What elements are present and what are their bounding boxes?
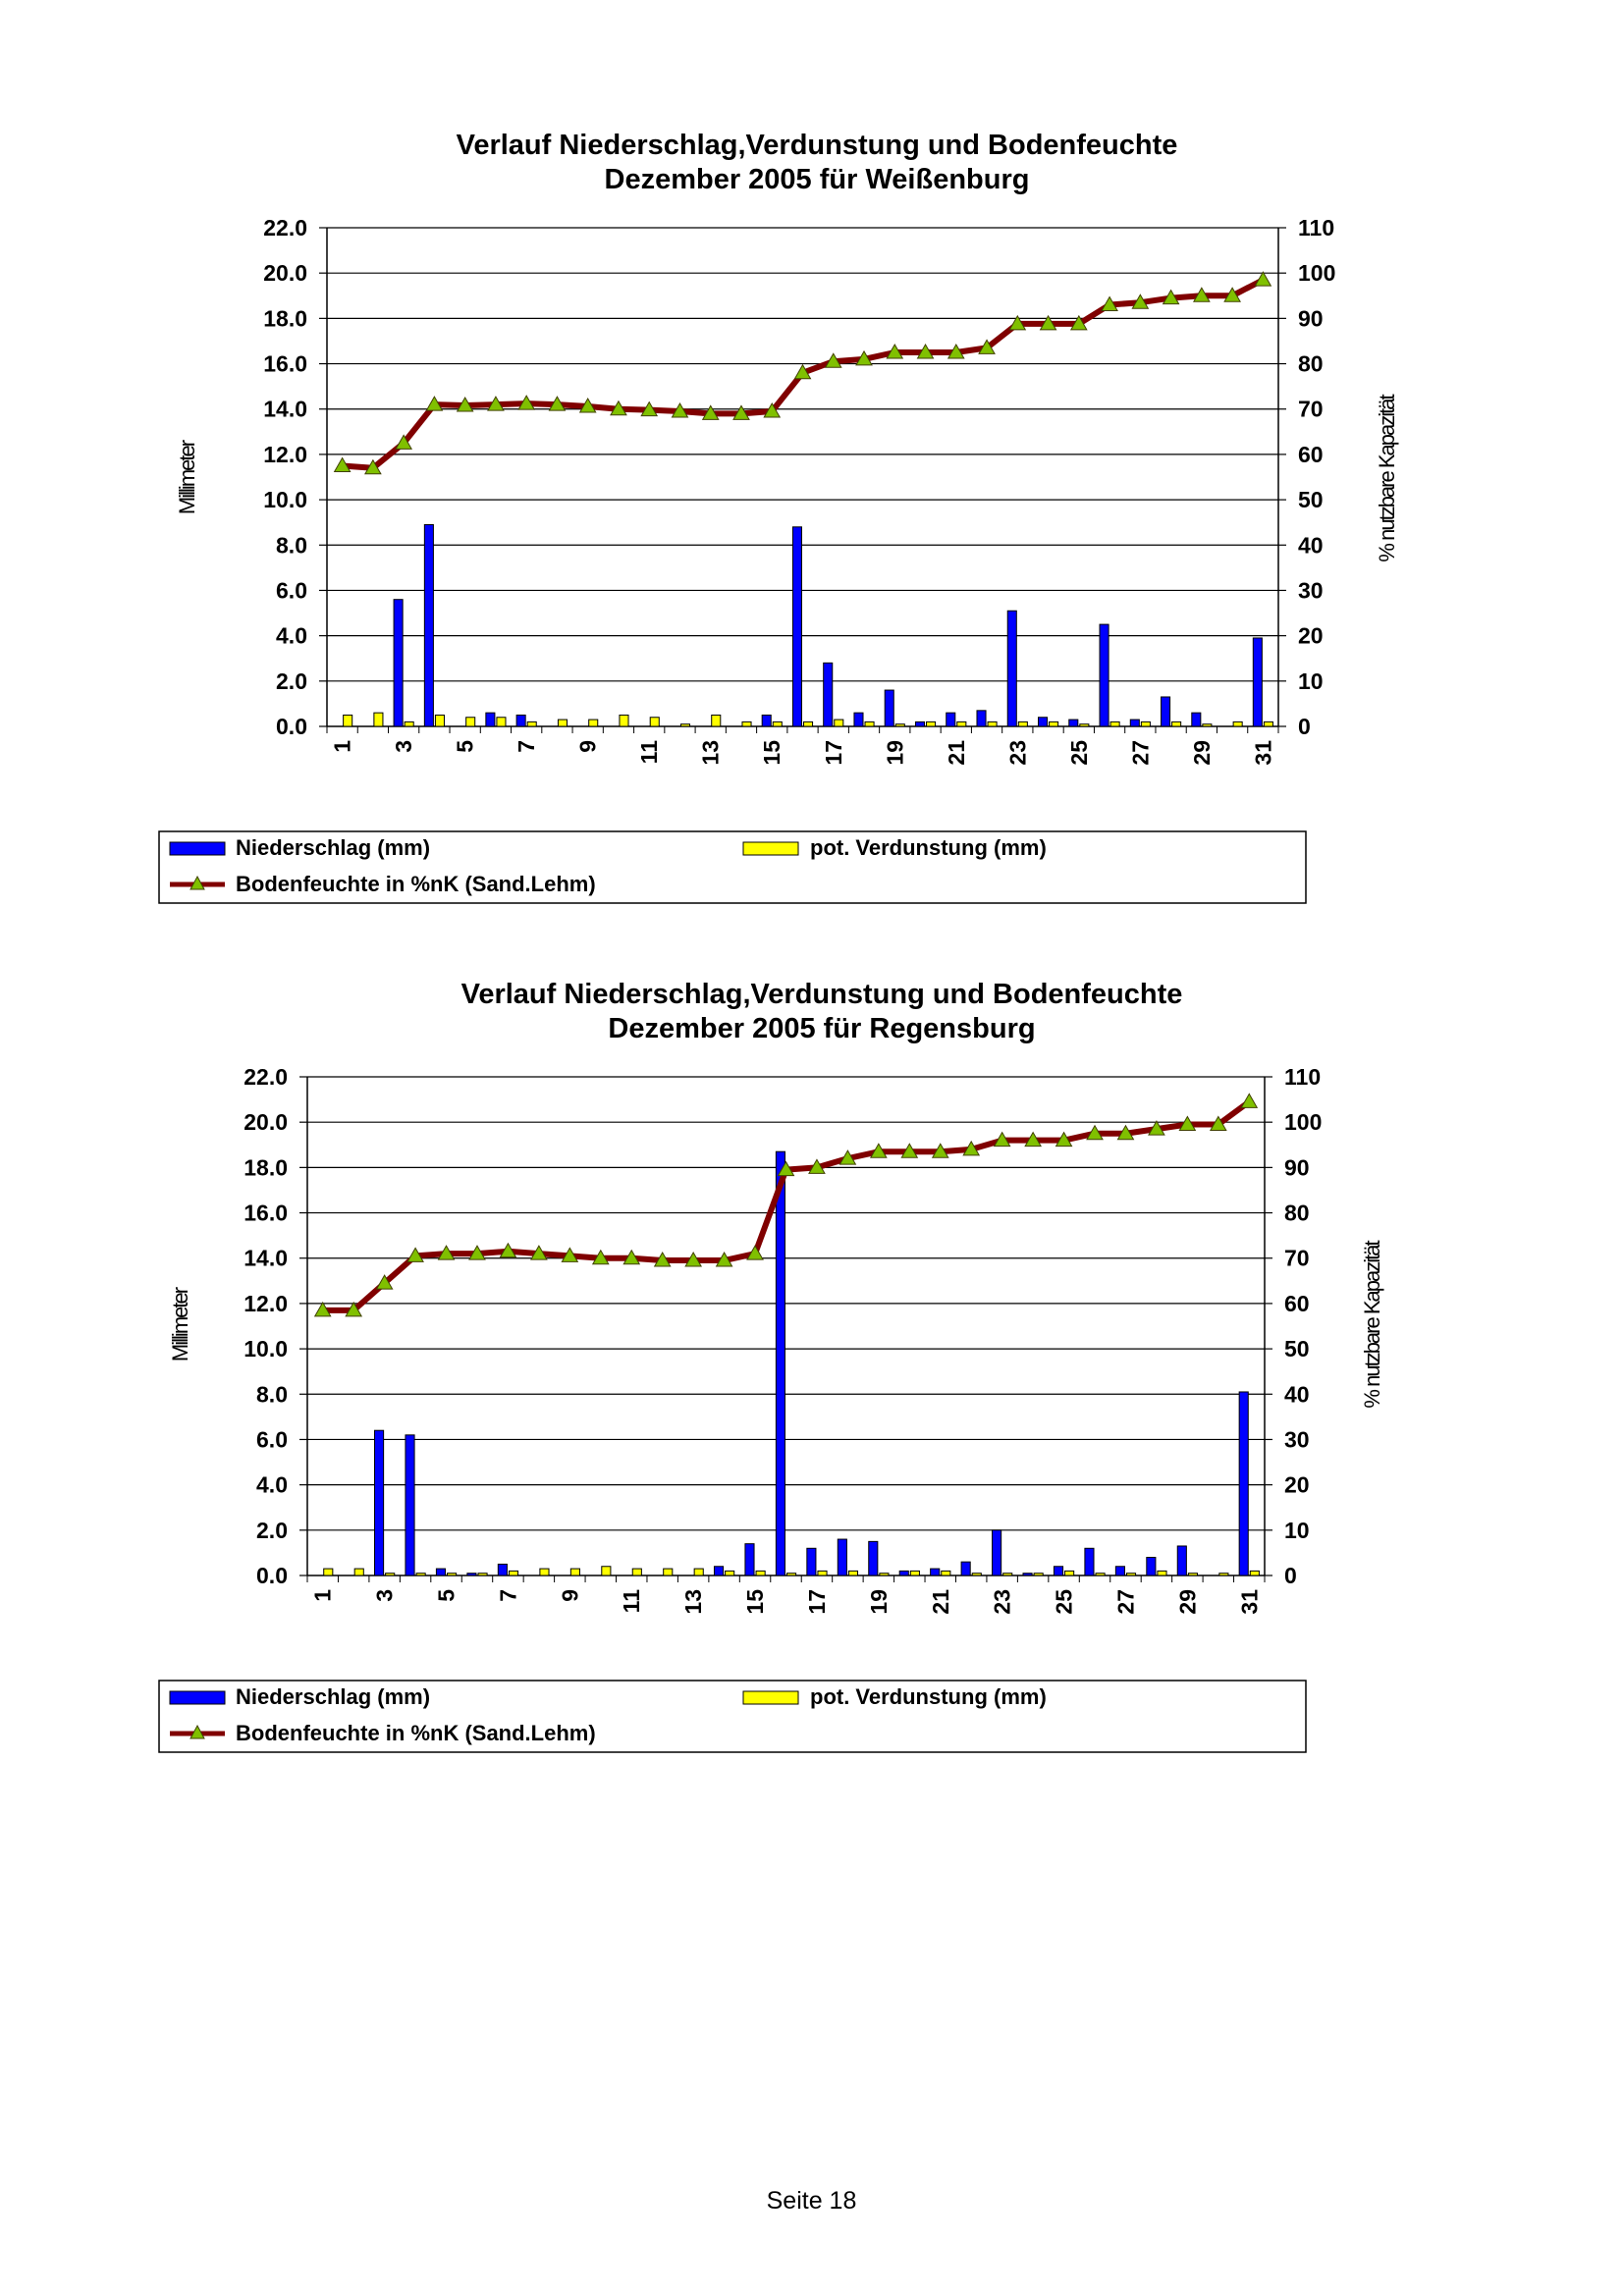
y2-tick-label: 50 xyxy=(1298,487,1324,513)
x-tick-label: 21 xyxy=(943,740,969,766)
y-axis-label: Millimeter xyxy=(168,1288,192,1362)
evap-bar xyxy=(972,1574,981,1575)
y2-tick-label: 100 xyxy=(1298,260,1336,287)
evap-bar xyxy=(848,1571,857,1575)
evap-bar xyxy=(344,715,352,726)
evap-bar xyxy=(1096,1574,1105,1575)
y2-tick-label: 20 xyxy=(1284,1471,1310,1498)
page-footer: Seite 18 xyxy=(766,2187,857,2215)
evap-bar xyxy=(804,721,813,726)
evap-bar xyxy=(835,720,843,726)
precip-bar xyxy=(1130,720,1139,726)
evap-bar xyxy=(354,1569,363,1575)
y-tick-label: 18.0 xyxy=(243,1154,288,1181)
evap-bar xyxy=(589,720,598,726)
x-tick-label: 25 xyxy=(1065,740,1092,766)
evap-bar xyxy=(632,1569,641,1575)
evap-bar xyxy=(773,721,782,726)
x-tick-label: 9 xyxy=(557,1589,583,1602)
precip-bar xyxy=(899,1571,908,1575)
x-tick-label: 27 xyxy=(1127,740,1154,766)
evap-bar xyxy=(988,721,997,726)
y-tick-label: 8.0 xyxy=(256,1381,288,1408)
y-tick-label: 10.0 xyxy=(263,487,307,513)
precip-bar xyxy=(1023,1574,1032,1575)
evap-bar xyxy=(1126,1574,1135,1575)
precip-bar xyxy=(1054,1567,1062,1575)
x-tick-label: 3 xyxy=(391,740,417,753)
precip-bar xyxy=(792,527,801,726)
precip-bar xyxy=(1069,720,1078,726)
evap-bar xyxy=(1065,1571,1074,1575)
precip-bar xyxy=(498,1564,507,1575)
x-tick-label: 11 xyxy=(636,740,663,765)
legend-swatch-evap xyxy=(743,842,798,855)
evap-bar xyxy=(787,1574,796,1575)
y-tick-label: 0.0 xyxy=(276,714,307,739)
evap-bar xyxy=(602,1567,611,1575)
y-tick-label: 20.0 xyxy=(243,1109,288,1136)
evap-bar xyxy=(1250,1571,1259,1575)
y2-axis-label: % nutzbare Kapazität xyxy=(1360,1242,1384,1409)
precip-bar xyxy=(947,713,955,726)
soil-moisture-point xyxy=(1255,272,1271,286)
y2-tick-label: 70 xyxy=(1298,396,1324,422)
evap-bar xyxy=(1080,724,1089,726)
x-tick-label: 5 xyxy=(452,740,478,753)
x-tick-label: 29 xyxy=(1188,740,1215,766)
y2-tick-label: 30 xyxy=(1284,1426,1310,1453)
y-tick-label: 2.0 xyxy=(256,1517,288,1543)
precip-bar xyxy=(1115,1567,1124,1575)
evap-bar xyxy=(1018,721,1027,726)
precip-bar xyxy=(486,713,495,726)
y2-tick-label: 60 xyxy=(1284,1290,1310,1316)
chart-title: Verlauf Niederschlag,Verdunstung und Bodenfeuchte xyxy=(460,979,1183,1010)
y2-tick-label: 50 xyxy=(1284,1336,1310,1362)
precip-bar xyxy=(1100,624,1109,726)
evap-bar xyxy=(1141,721,1150,726)
x-tick-label: 11 xyxy=(619,1589,645,1614)
precip-bar xyxy=(375,1430,384,1575)
y2-axis-label: % nutzbare Kapazität xyxy=(1375,396,1399,562)
y-tick-label: 12.0 xyxy=(243,1290,288,1316)
legend-swatch-precip xyxy=(170,1691,225,1704)
precip-bar xyxy=(854,713,863,726)
evap-bar xyxy=(664,1569,673,1575)
y-tick-label: 6.0 xyxy=(256,1426,288,1453)
evap-bar xyxy=(1034,1574,1043,1575)
x-tick-label: 1 xyxy=(309,1589,336,1602)
precip-bar xyxy=(838,1539,846,1575)
evap-bar xyxy=(1233,721,1242,726)
precip-bar xyxy=(1147,1558,1156,1575)
evap-bar xyxy=(880,1574,889,1575)
y2-tick-label: 60 xyxy=(1298,441,1324,467)
precip-bar xyxy=(885,690,893,726)
y-tick-label: 0.0 xyxy=(256,1563,288,1588)
x-tick-label: 31 xyxy=(1236,1589,1263,1615)
evap-bar xyxy=(680,724,689,726)
evap-bar xyxy=(1110,721,1119,726)
y2-tick-label: 20 xyxy=(1298,622,1324,649)
y2-tick-label: 90 xyxy=(1284,1154,1310,1181)
evap-bar xyxy=(405,721,413,726)
evap-bar xyxy=(957,721,966,726)
soil-moisture-line xyxy=(323,1101,1250,1309)
chart-subtitle: Dezember 2005 für Regensburg xyxy=(608,1013,1036,1044)
evap-bar xyxy=(509,1571,517,1575)
y2-tick-label: 80 xyxy=(1284,1200,1310,1226)
evap-bar xyxy=(620,715,628,726)
chart-subtitle: Dezember 2005 für Weißenburg xyxy=(604,164,1030,195)
y2-tick-label: 10 xyxy=(1284,1517,1310,1543)
precip-bar xyxy=(762,715,771,726)
soil-moisture-point xyxy=(1241,1094,1257,1107)
legend-label-evap: pot. Verdunstung (mm) xyxy=(810,1684,1047,1709)
evap-bar xyxy=(497,718,506,726)
x-tick-label: 29 xyxy=(1174,1589,1201,1615)
evap-bar xyxy=(558,720,567,726)
evap-bar xyxy=(865,721,874,726)
evap-bar xyxy=(742,721,751,726)
evap-bar xyxy=(416,1574,425,1575)
precip-bar xyxy=(714,1567,723,1575)
evap-bar xyxy=(435,715,444,726)
evap-bar xyxy=(1172,721,1181,726)
precip-bar xyxy=(1007,611,1016,726)
x-tick-label: 31 xyxy=(1250,740,1276,766)
precip-bar xyxy=(745,1544,754,1575)
x-tick-label: 25 xyxy=(1051,1589,1077,1615)
evap-bar xyxy=(448,1574,457,1575)
legend-label-precip: Niederschlag (mm) xyxy=(236,1684,431,1709)
y-tick-label: 4.0 xyxy=(276,622,307,649)
x-tick-label: 15 xyxy=(759,740,785,766)
legend xyxy=(159,1681,1306,1752)
precip-bar xyxy=(807,1548,816,1575)
y2-tick-label: 30 xyxy=(1298,577,1324,604)
y-tick-label: 20.0 xyxy=(263,260,307,287)
evap-bar xyxy=(650,718,659,726)
x-tick-label: 3 xyxy=(371,1589,398,1602)
y2-tick-label: 80 xyxy=(1298,350,1324,377)
chart-weissenburg xyxy=(0,118,1623,923)
x-tick-label: 23 xyxy=(1004,740,1031,766)
evap-bar xyxy=(386,1574,395,1575)
y2-tick-label: 40 xyxy=(1284,1381,1310,1408)
chart-svg xyxy=(0,118,1623,923)
precip-bar xyxy=(467,1574,476,1575)
y2-tick-label: 10 xyxy=(1298,667,1324,694)
precip-bar xyxy=(824,663,833,726)
evap-bar xyxy=(818,1571,827,1575)
evap-bar xyxy=(466,718,475,726)
y-tick-label: 16.0 xyxy=(263,350,307,377)
evap-bar xyxy=(1050,721,1058,726)
y-tick-label: 18.0 xyxy=(263,305,307,332)
precip-bar xyxy=(1177,1546,1186,1575)
y-tick-label: 16.0 xyxy=(243,1200,288,1226)
evap-bar xyxy=(756,1571,765,1575)
plot-area xyxy=(243,1064,1322,1615)
x-tick-label: 17 xyxy=(803,1589,830,1615)
y2-tick-label: 70 xyxy=(1284,1245,1310,1271)
precip-bar xyxy=(961,1562,970,1575)
y2-tick-label: 90 xyxy=(1298,305,1324,332)
evap-bar xyxy=(1203,724,1212,726)
evap-bar xyxy=(374,713,383,726)
y2-tick-label: 0 xyxy=(1284,1563,1297,1588)
legend-label-soil: Bodenfeuchte in %nK (Sand.Lehm) xyxy=(236,872,596,896)
x-tick-label: 9 xyxy=(574,740,601,753)
legend xyxy=(159,831,1306,903)
y2-tick-label: 0 xyxy=(1298,714,1311,739)
y-tick-label: 12.0 xyxy=(263,441,307,467)
y-tick-label: 14.0 xyxy=(263,396,307,422)
legend-swatch-evap xyxy=(743,1691,798,1704)
legend-label-evap: pot. Verdunstung (mm) xyxy=(810,835,1047,860)
precip-bar xyxy=(1162,697,1170,726)
y-tick-label: 22.0 xyxy=(243,1064,288,1090)
precip-bar xyxy=(1239,1392,1248,1575)
precip-bar xyxy=(977,711,986,726)
y-tick-label: 4.0 xyxy=(256,1471,288,1498)
evap-bar xyxy=(910,1571,919,1575)
chart-regensburg xyxy=(0,967,1623,1772)
x-tick-label: 13 xyxy=(697,740,724,766)
legend-swatch-precip xyxy=(170,842,225,855)
precip-bar xyxy=(1038,718,1047,726)
y-tick-label: 14.0 xyxy=(243,1245,288,1271)
y-tick-label: 2.0 xyxy=(276,667,307,694)
plot-area xyxy=(263,215,1335,766)
evap-bar xyxy=(570,1569,579,1575)
evap-bar xyxy=(694,1569,703,1575)
evap-bar xyxy=(1219,1574,1228,1575)
y-tick-label: 6.0 xyxy=(276,577,307,604)
x-tick-label: 7 xyxy=(514,740,540,753)
y2-tick-label: 100 xyxy=(1284,1109,1323,1136)
y2-tick-label: 40 xyxy=(1298,532,1324,559)
precip-bar xyxy=(516,715,525,726)
y2-tick-label: 110 xyxy=(1284,1064,1322,1090)
y-axis-label: Millimeter xyxy=(175,441,199,515)
evap-bar xyxy=(1158,1571,1166,1575)
legend-label-precip: Niederschlag (mm) xyxy=(236,835,431,860)
evap-bar xyxy=(1264,721,1272,726)
x-tick-label: 17 xyxy=(820,740,846,766)
x-tick-label: 21 xyxy=(927,1589,953,1615)
chart-svg xyxy=(0,967,1623,1772)
precip-bar xyxy=(406,1435,414,1575)
y2-tick-label: 110 xyxy=(1298,215,1335,240)
x-tick-label: 7 xyxy=(495,1589,521,1602)
evap-bar xyxy=(942,1571,950,1575)
chart-title: Verlauf Niederschlag,Verdunstung und Bodenfeuchte xyxy=(456,130,1178,161)
evap-bar xyxy=(478,1574,487,1575)
precip-bar xyxy=(436,1569,445,1575)
precip-bar xyxy=(1192,713,1201,726)
evap-bar xyxy=(726,1571,734,1575)
evap-bar xyxy=(527,721,536,726)
x-tick-label: 13 xyxy=(680,1589,707,1615)
evap-bar xyxy=(712,715,721,726)
precip-bar xyxy=(394,600,403,726)
precip-bar xyxy=(915,721,924,726)
legend-label-soil: Bodenfeuchte in %nK (Sand.Lehm) xyxy=(236,1721,596,1745)
precip-bar xyxy=(776,1151,784,1575)
y-tick-label: 22.0 xyxy=(263,215,307,240)
precip-bar xyxy=(993,1530,1001,1575)
precip-bar xyxy=(1253,638,1262,726)
x-tick-label: 19 xyxy=(865,1589,892,1615)
evap-bar xyxy=(540,1569,549,1575)
precip-bar xyxy=(931,1569,940,1575)
x-tick-label: 5 xyxy=(433,1589,460,1602)
y-tick-label: 10.0 xyxy=(243,1336,288,1362)
evap-bar xyxy=(895,724,904,726)
evap-bar xyxy=(927,721,936,726)
evap-bar xyxy=(324,1569,333,1575)
precip-bar xyxy=(424,524,433,726)
precip-bar xyxy=(1085,1548,1094,1575)
x-tick-label: 15 xyxy=(742,1589,769,1615)
evap-bar xyxy=(1003,1574,1012,1575)
x-tick-label: 1 xyxy=(329,740,355,753)
x-tick-label: 27 xyxy=(1112,1589,1139,1615)
precip-bar xyxy=(869,1541,878,1575)
x-tick-label: 23 xyxy=(989,1589,1015,1615)
x-tick-label: 19 xyxy=(882,740,908,766)
y-tick-label: 8.0 xyxy=(276,532,307,559)
evap-bar xyxy=(1188,1574,1197,1575)
